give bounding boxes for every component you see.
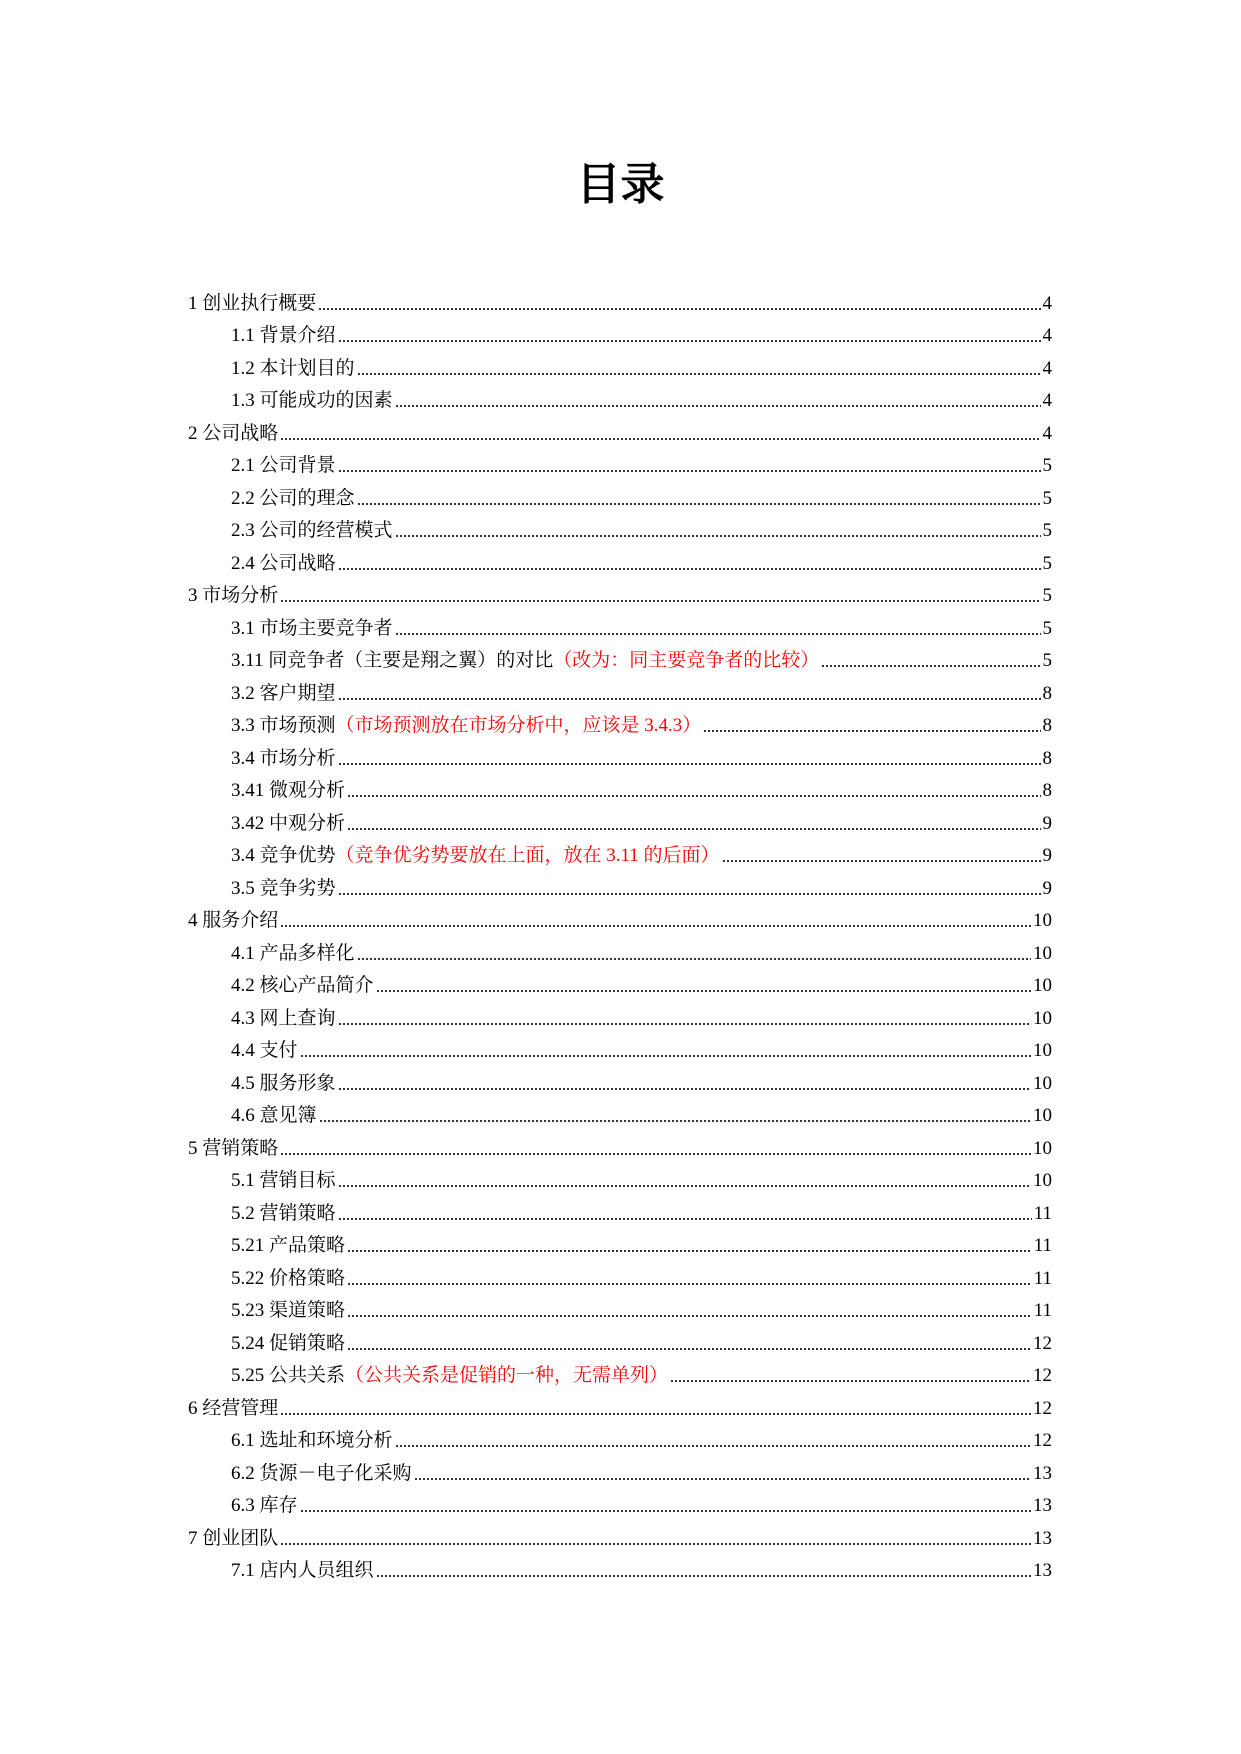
toc-entry-page-number: 5: [1042, 650, 1052, 671]
toc-entry-label: 6.2 货源－电子化采购: [231, 1462, 412, 1484]
dot-leader: [338, 1087, 1031, 1091]
toc-entry[interactable]: [188, 380, 1052, 413]
dot-leader: [338, 567, 1041, 571]
toc-entry-page-number: 4: [1042, 422, 1052, 444]
toc-entry[interactable]: [188, 1387, 1052, 1420]
dot-leader: [347, 1282, 1032, 1286]
dot-leader: [347, 1314, 1032, 1318]
dot-leader: [338, 1217, 1032, 1221]
dot-leader: [376, 1574, 1031, 1578]
dot-leader: [347, 1347, 1031, 1351]
toc-entry-label: 1.2 本计划目的: [231, 357, 355, 379]
toc-entry-label: 3.11 同竞争者（主要是翔之翼）的对比: [231, 650, 554, 671]
toc-entry[interactable]: [188, 900, 1052, 933]
toc-entry[interactable]: [188, 997, 1052, 1030]
toc-entry[interactable]: [188, 835, 1052, 868]
dot-leader: [414, 1477, 1031, 1481]
toc-entry[interactable]: [188, 412, 1052, 445]
dot-leader: [280, 924, 1031, 928]
toc-entry-label: 2.1 公司背景: [231, 455, 336, 476]
toc-entry[interactable]: [188, 510, 1052, 543]
dot-leader: [338, 697, 1041, 701]
toc-entry-page-number: 11: [1033, 1235, 1052, 1256]
dot-leader: [395, 1444, 1031, 1448]
toc-entry-label: 3.42 中观分析: [231, 812, 346, 834]
toc-entry-page-number: 10: [1033, 1137, 1052, 1159]
toc-entry-page-number: 11: [1033, 1267, 1052, 1289]
dot-leader: [395, 534, 1041, 538]
toc-entry-label: 6.1 选址和环境分析: [231, 1430, 393, 1451]
toc-entry-label: 7.1 店内人员组织: [231, 1560, 374, 1581]
toc-entry-label: 5.23 渠道策略: [231, 1300, 346, 1321]
toc-entry-page-number: 4: [1042, 357, 1052, 379]
dot-leader: [319, 1119, 1031, 1123]
toc-entry[interactable]: [188, 770, 1052, 803]
toc-entry[interactable]: [188, 965, 1052, 998]
dot-leader: [347, 1249, 1032, 1253]
toc-entry-label: 5.22 价格策略: [231, 1267, 346, 1289]
toc-entry[interactable]: [188, 1062, 1052, 1095]
toc-entry-page-number: 4: [1042, 390, 1052, 411]
toc-entry-label: 4 服务介绍: [188, 910, 279, 931]
toc-entry[interactable]: [188, 1550, 1052, 1583]
toc-entry-label: 3 市场分析: [188, 585, 279, 606]
dot-leader: [300, 1054, 1031, 1058]
toc-entry[interactable]: [188, 1160, 1052, 1193]
toc-entry-page-number: 12: [1033, 1365, 1052, 1386]
toc-entry-page-number: 10: [1033, 1170, 1052, 1191]
toc-entry[interactable]: [188, 705, 1052, 738]
dot-leader: [280, 437, 1040, 441]
toc-entry-page-number: 5: [1042, 487, 1052, 509]
toc-entry-page-number: 5: [1042, 552, 1052, 574]
toc-entry-page-number: 9: [1042, 877, 1052, 899]
toc-entry-label: 2 公司战略: [188, 422, 279, 444]
toc-entry-label: 2.2 公司的理念: [231, 487, 355, 509]
dot-leader: [300, 1509, 1031, 1513]
toc-entry[interactable]: [188, 1290, 1052, 1323]
toc-entry-page-number: 10: [1033, 910, 1052, 931]
toc-entry-label: 5 营销策略: [188, 1137, 279, 1159]
toc-entry-page-number: 13: [1033, 1462, 1052, 1484]
toc-entry-label: 2.4 公司战略: [231, 552, 336, 574]
toc-entry[interactable]: [188, 867, 1052, 900]
toc-entry[interactable]: [188, 672, 1052, 705]
toc-entry-label: 4.4 支付: [231, 1040, 298, 1061]
toc-entry-page-number: 10: [1033, 1007, 1052, 1029]
dot-leader: [395, 632, 1041, 636]
toc-entry-label: 3.5 竞争劣势: [231, 877, 336, 899]
toc-entry-label: 3.4 市场分析: [231, 747, 336, 769]
toc-entry-label: 4.5 服务形象: [231, 1072, 336, 1094]
toc-entry[interactable]: [188, 1257, 1052, 1290]
toc-entry-label: 1.3 可能成功的因素: [231, 390, 393, 411]
toc-entry-label: 4.1 产品多样化: [231, 942, 355, 964]
table-of-contents: [188, 282, 1052, 1582]
toc-entry-label: 7 创业团队: [188, 1527, 279, 1549]
dot-leader: [280, 1152, 1031, 1156]
toc-entry-note: （公共关系是促销的一种，无需单列）: [345, 1365, 669, 1386]
toc-entry[interactable]: [188, 347, 1052, 380]
toc-entry[interactable]: [188, 737, 1052, 770]
toc-entry[interactable]: [188, 477, 1052, 510]
toc-entry-page-number: 10: [1033, 1040, 1052, 1061]
toc-entry[interactable]: [188, 1322, 1052, 1355]
toc-entry-label: 4.2 核心产品简介: [231, 975, 374, 996]
toc-entry-label: 2.3 公司的经营模式: [231, 520, 393, 541]
toc-entry-page-number: 8: [1042, 747, 1052, 769]
toc-entry-page-number: 5: [1042, 585, 1052, 606]
dot-leader: [821, 664, 1040, 668]
toc-entry-label: 3.41 微观分析: [231, 780, 346, 801]
toc-entry[interactable]: [188, 607, 1052, 640]
dot-leader: [395, 404, 1041, 408]
toc-entry[interactable]: [188, 445, 1052, 478]
dot-leader: [357, 372, 1041, 376]
toc-entry[interactable]: [188, 1192, 1052, 1225]
toc-entry-page-number: 13: [1033, 1495, 1052, 1516]
toc-entry-page-number: 13: [1033, 1527, 1052, 1549]
dot-leader: [703, 729, 1040, 733]
toc-entry[interactable]: [188, 1517, 1052, 1550]
toc-entry[interactable]: [188, 802, 1052, 835]
toc-entry[interactable]: [188, 1452, 1052, 1485]
toc-entry[interactable]: [188, 1127, 1052, 1160]
dot-leader: [280, 1412, 1031, 1416]
toc-entry[interactable]: [188, 282, 1052, 315]
toc-entry[interactable]: [188, 315, 1052, 348]
toc-entry-label: 3.1 市场主要竞争者: [231, 617, 393, 639]
toc-entry-page-number: 12: [1033, 1430, 1052, 1451]
toc-entry-note: （市场预测放在市场分析中，应该是 3.4.3）: [335, 715, 702, 736]
dot-leader: [338, 762, 1041, 766]
toc-entry-label: 3.3 市场预测: [231, 715, 336, 736]
toc-entry-label: 4.6 意见簿: [231, 1105, 317, 1126]
dot-leader: [280, 599, 1040, 603]
toc-entry-page-number: 8: [1042, 715, 1052, 736]
dot-leader: [338, 339, 1041, 343]
toc-entry-page-number: 8: [1042, 682, 1052, 704]
toc-entry-page-number: 9: [1042, 812, 1052, 834]
dot-leader: [280, 1542, 1031, 1546]
dot-leader: [347, 827, 1040, 831]
toc-entry[interactable]: [188, 1355, 1052, 1388]
toc-entry-note: （竞争优劣势要放在上面，放在 3.11 的后面）: [335, 845, 720, 866]
toc-entry-page-number: 4: [1042, 325, 1052, 346]
toc-entry-page-number: 10: [1033, 1072, 1052, 1094]
toc-entry-page-number: 5: [1042, 455, 1052, 476]
dot-leader: [318, 307, 1040, 311]
toc-entry[interactable]: [188, 1225, 1052, 1258]
toc-entry-page-number: 4: [1042, 292, 1052, 314]
toc-entry-page-number: 10: [1033, 975, 1052, 996]
toc-entry-page-number: 10: [1033, 1105, 1052, 1126]
toc-entry-label: 5.2 营销策略: [231, 1202, 336, 1224]
toc-entry-label: 6 经营管理: [188, 1397, 279, 1419]
toc-entry-page-number: 12: [1033, 1397, 1052, 1419]
dot-leader: [338, 892, 1041, 896]
toc-entry-note: （改为：同主要竞争者的比较）: [553, 650, 820, 671]
toc-entry-label: 5.21 产品策略: [231, 1235, 346, 1256]
toc-entry-label: 1.1 背景介绍: [231, 325, 336, 346]
toc-entry-label: 6.3 库存: [231, 1495, 298, 1516]
toc-entry[interactable]: [188, 932, 1052, 965]
toc-entry-page-number: 12: [1033, 1332, 1052, 1354]
toc-entry-label: 3.4 竞争优势: [231, 845, 336, 866]
toc-entry-label: 1 创业执行概要: [188, 292, 317, 314]
dot-leader: [347, 794, 1040, 798]
toc-entry-label: 5.1 营销目标: [231, 1170, 336, 1191]
toc-entry-label: 5.24 促销策略: [231, 1332, 346, 1354]
dot-leader: [338, 1022, 1031, 1026]
dot-leader: [338, 469, 1041, 473]
toc-entry[interactable]: [188, 1420, 1052, 1453]
page-title: 目录: [576, 159, 665, 210]
toc-entry[interactable]: [188, 1485, 1052, 1518]
toc-entry[interactable]: [188, 1030, 1052, 1063]
toc-entry-page-number: 5: [1042, 520, 1052, 541]
dot-leader: [376, 989, 1031, 993]
toc-entry-page-number: 10: [1033, 942, 1052, 964]
dot-leader: [670, 1379, 1031, 1383]
toc-entry[interactable]: [188, 1095, 1052, 1128]
toc-entry-page-number: 11: [1033, 1202, 1052, 1224]
toc-entry[interactable]: [188, 640, 1052, 673]
toc-entry-label: 4.3 网上查询: [231, 1007, 336, 1029]
toc-entry[interactable]: [188, 575, 1052, 608]
toc-entry-label: 3.2 客户期望: [231, 682, 336, 704]
toc-entry-label: 5.25 公共关系: [231, 1365, 346, 1386]
dot-leader: [357, 502, 1041, 506]
dot-leader: [722, 859, 1041, 863]
toc-entry-page-number: 11: [1033, 1300, 1052, 1321]
toc-entry-page-number: 13: [1033, 1560, 1052, 1581]
toc-entry-page-number: 5: [1042, 617, 1052, 639]
toc-entry[interactable]: [188, 542, 1052, 575]
dot-leader: [338, 1184, 1031, 1188]
toc-entry-page-number: 9: [1042, 845, 1052, 866]
toc-entry-page-number: 8: [1042, 780, 1052, 801]
dot-leader: [357, 957, 1031, 961]
